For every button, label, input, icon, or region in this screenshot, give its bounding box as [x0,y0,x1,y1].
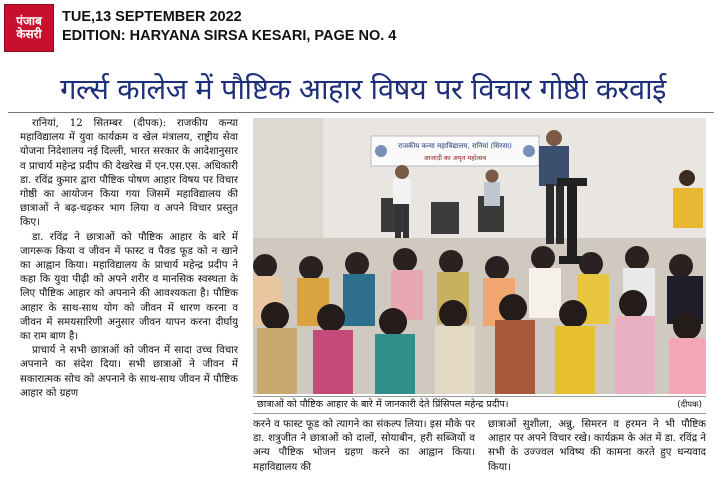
logo-line-1: पंजाब [16,14,42,29]
article-paragraph-mid: करने व फास्ट फूड को त्यागने का संकल्प लिया। इस मौके पर डा. शत्रुजीत ने छात्राओं को दालों, सोयाबीन, हरी सब्जियों व अन्य पौष्टिक भोजन ग्रहण करने का आह्वान किया। महाविद्यालय की [253,419,475,473]
banner-title: राजकीय कन्या महाविद्यालय, रानियां (सिरसा) [398,142,512,150]
article-paragraph-3: प्राचार्य ने सभी छात्राओं को जीवन में सादा उच्च विचार अपनाने का संदेश दिया। सभी छात्राओं ने जीवन में सकारात्मक सोच को अपनाने के साथ-साथ जीवन में पौष्टिक आहार को ग्रहण [20,345,238,399]
edition-date: TUE,13 SEPTEMBER 2022 [62,9,242,25]
headline-rule [8,112,714,113]
article-paragraph-1: रानियां, 12 सितम्बर (दीपक): राजकीय कन्या महाविद्यालय में युवा कार्यक्रम व खेल मंत्रालय, राष्ट्रीय सेवा योजना निदेशालय नई दिल्ली, भारत सरकार के आदेशानुसार व प्राचार्य महेन्द्र प्रदीप की देखरेख में एन.एस.एस. अधिकारी डा. रविंद्र कुमार द्वारा पौष्टिक पोषण आहार विषय पर विचार गोष्ठी का आयोजन किया गया जिसमें महाविद्यालय की छात्राओं ने बढ़-चढ़कर भाग लिया व अपने विचार प्रस्तुत किए। [20,118,238,229]
article-paragraph-right: छात्राओं सुशीला, अन्नु, सिमरन व हरमन ने भी पौष्टिक आहार पर अपने विचार रखे। कार्यक्रम के अंत में डा. रविंद्र ने सभी के उज्ज्वल भविष्य की कामना करते हुए धन्यवाद किया। [488,419,706,473]
article-photo [253,118,706,394]
article-paragraph-2: डा. रविंद्र ने छात्राओं को पौष्टिक आहार के बारे में जागरूक किया व जीवन में फास्ट व पैक्ड फूड को न खाने का आह्वान किया। महाविद्यालय के प्राचार्य महेन्द्र प्रदीप ने कहा कि युवा पीढ़ी को अपने शरीर व मानसिक स्वस्थता के लिए पौष्टिक आहार को अपनाने की आवश्यकता है। पौष्टिक आहार के साथ-साथ योग को जीवन में धारण करना व जीवन में समयसारिणी अनुसार जीवन यापन करना दीर्घायु का राम बाण है। [20,231,238,343]
newspaper-logo [4,4,54,52]
logo-line-2: केसरी [16,27,42,41]
photo-caption [253,396,706,414]
banner-subtitle: आजादी का अमृत महोत्सव [423,154,487,162]
edition-info: EDITION: HARYANA SIRSA KESARI, PAGE NO. 4 [62,28,397,44]
article-headline: गर्ल्स कालेज में पौष्टिक आहार विषय पर विचार गोष्ठी करवाई [60,72,666,106]
article-column-left [20,117,238,489]
article-column-right [488,418,706,490]
article-column-middle [253,418,475,490]
caption-text: छात्राओं को पौष्टिक आहार के बारे में जानकारी देते प्रिंसिपल महेन्द्र प्रदीप। [257,399,509,410]
photo-credit: (दीपक) [677,400,702,410]
edition-meta [62,8,396,46]
